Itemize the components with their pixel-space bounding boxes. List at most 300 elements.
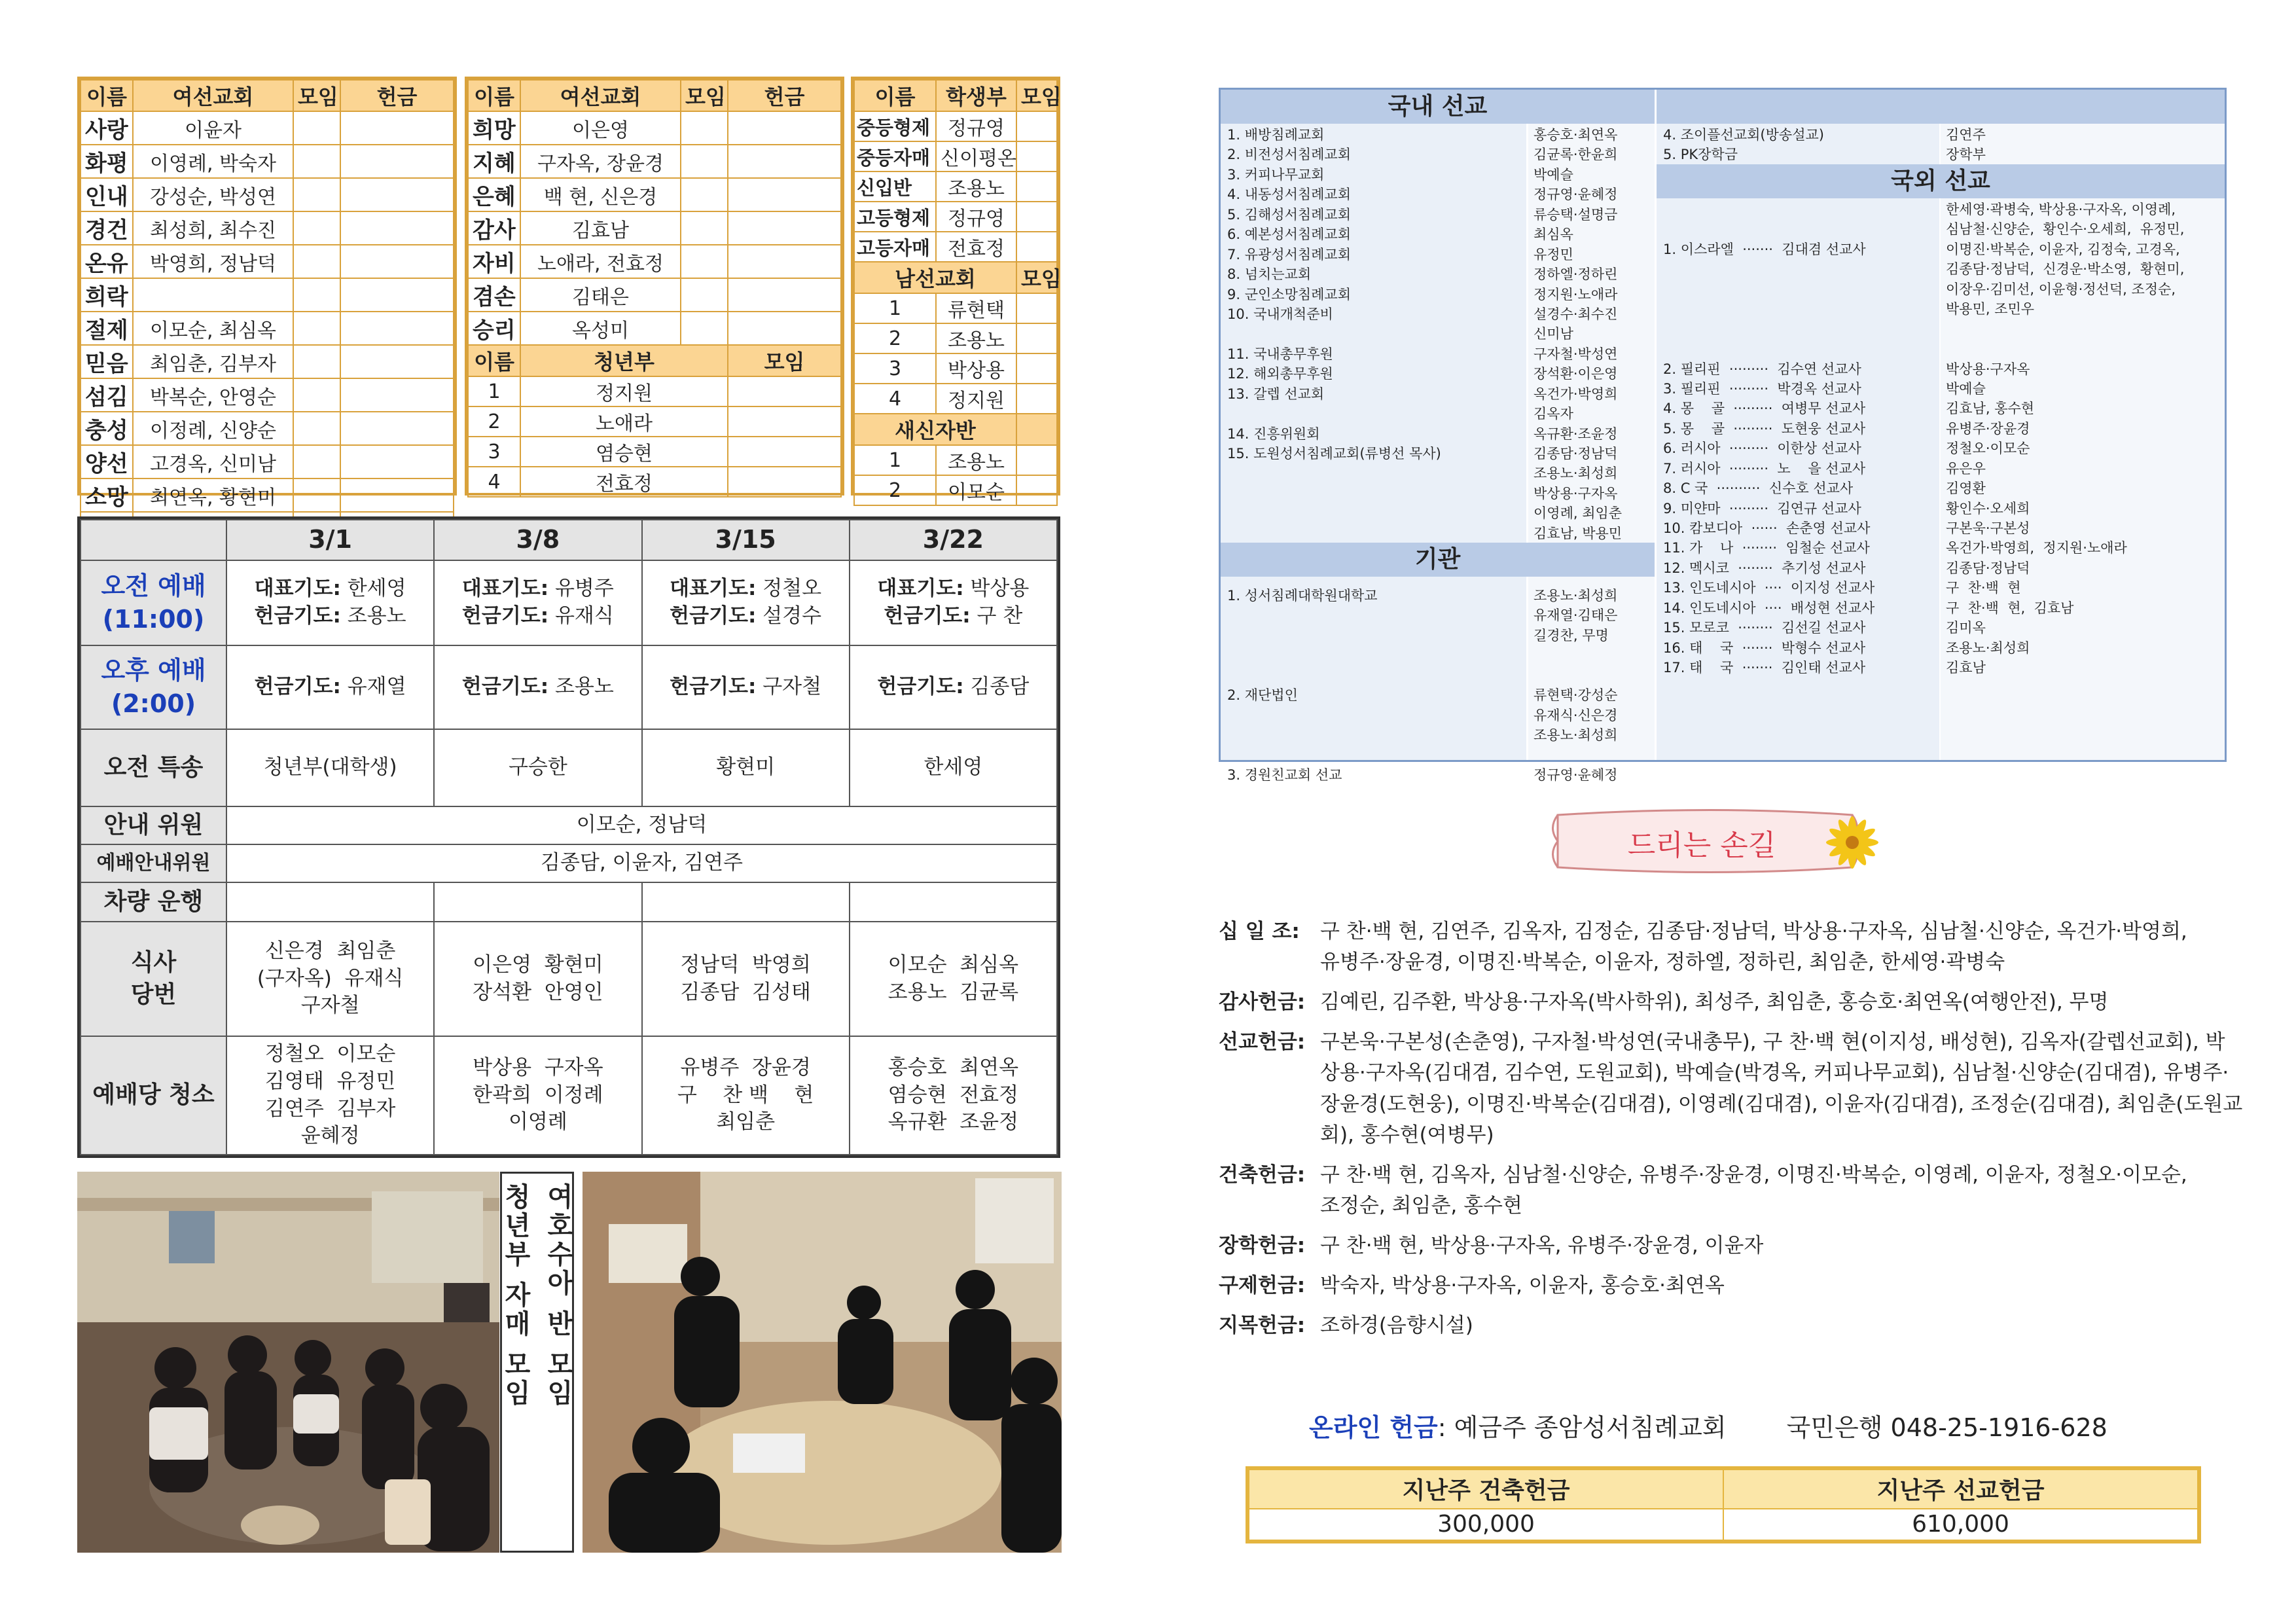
attendance-cell [293, 478, 340, 512]
offering-type: 건축헌금: [1219, 1163, 1306, 1187]
attendance-cell [293, 245, 340, 278]
member: 조용노 [936, 171, 1016, 202]
group-name: 섬김 [81, 378, 133, 412]
col-header: 이름 [81, 80, 133, 111]
members: 이은영 [520, 111, 681, 145]
row-time: (2:00) [111, 689, 196, 718]
givers-line: 박숙자, 박상용·구자옥, 이윤자, 홍승호·최연옥 [1320, 1274, 1725, 1298]
attendance-cell [293, 445, 340, 478]
members: 김태은 [520, 278, 681, 312]
offering-type: 십 일 조: [1219, 920, 1300, 943]
member: 이모순 [936, 475, 1016, 505]
offering-prayer-label: 헌금기도: [670, 675, 757, 699]
car-cell [642, 882, 850, 922]
domestic-mission-header: 국내 선교 [1221, 90, 1655, 124]
banner-title: 드리는 손길 [1627, 829, 1776, 862]
givers-line: 구 찬·백 현, 박상용·구자옥, 유병주·장윤경, 이윤자 [1320, 1233, 1764, 1257]
attendance-cell [1016, 232, 1057, 262]
meal-duty-line: 김종담 김성태 [680, 980, 811, 1004]
cleaning-duty-line: 김영태 유정민 [264, 1069, 396, 1093]
table-row [854, 111, 1057, 141]
offering-type: 지목헌금: [1219, 1314, 1306, 1338]
offering-row [1219, 1310, 2227, 1341]
members: 최성희, 최수진 [133, 211, 293, 245]
attendance-cell [1016, 202, 1057, 232]
offering-cell [728, 245, 841, 278]
offering-givers [1320, 1271, 2227, 1301]
members: 이영례, 박숙자 [133, 145, 293, 178]
group-name: 지혜 [468, 145, 520, 178]
rep-prayer-label: 대표기도: [877, 577, 964, 601]
col-header: 새신자반 [854, 414, 1016, 445]
meal-duty-line: 장석환 안영인 [473, 980, 603, 1004]
offering-cell [340, 145, 454, 178]
row-number: 1 [468, 376, 520, 406]
offering-prayer-name: 구자철 [762, 675, 822, 699]
group-name: 절제 [81, 312, 133, 345]
members: 김효남 [520, 211, 681, 245]
offering-givers [1320, 1160, 2227, 1221]
last-week-totals [1246, 1466, 2201, 1543]
institution-list: 1. 성서침례대학원대학교 2. 재단법인 3. 경원친교회 선교 [1221, 577, 1526, 760]
student-group-table [851, 77, 1062, 504]
table-row [854, 353, 1057, 384]
offering-givers [1320, 916, 2227, 978]
attendance-cell [293, 278, 340, 312]
table-row [81, 211, 454, 245]
photo-caption [500, 1172, 574, 1553]
member: 조용노 [936, 323, 1016, 353]
cleaning-cell [434, 1036, 641, 1155]
meal-cell [850, 922, 1057, 1036]
members: 이윤자 [133, 111, 293, 145]
col-header: 모임 [681, 80, 728, 111]
members: 최연옥, 황현미 [133, 478, 293, 512]
special-cell: 한세영 [850, 729, 1057, 806]
women-mission-table-2 [465, 77, 844, 496]
table-row [468, 437, 841, 467]
offering-prayer-name: 조용노 [347, 604, 406, 628]
attendance-cell [681, 278, 728, 312]
attendance-cell [681, 211, 728, 245]
cleaning-duty-line: 염승현 전효정 [888, 1083, 1019, 1107]
table-row [81, 378, 454, 412]
offering-prayer-label: 헌금기도: [461, 675, 549, 699]
afternoon-cell [434, 645, 641, 729]
table-row [81, 145, 454, 178]
col-header: 학생부 [936, 80, 1016, 111]
col-header: 헌금 [340, 80, 454, 111]
table-row [468, 178, 841, 211]
attendance-cell [1016, 111, 1057, 141]
cleaning-duty-line: 이영례 [508, 1110, 567, 1134]
foreign-mission-list: 1. 이스라엘 ······· 김대겸 선교사 2. 필리핀 ········· 김수연 선교사 3. 필리핀 ········· 박경옥 선교사 4. 몽 골 ········· 여병무 선교사 5. 몽 골 ········· 도현웅 선교사 6. 러시아 ········· 이한상 선교사 7. 러시아 ········· 노 을 선교사 8. C 국 ·········· 신수호 선교사 9. 미얀마 ········· 김연규 선교사 10. 캄보디아 ······ 손춘영 선교사 11. 가 나 ········ 임철순 선교사 12. 멕시코 ········ 추기성 선교사 13. 인도네시아 ···· 이지성 선교사 14. 인도네시아 ···· 배성현 선교사 15. 모로코 ········ 김선길 선교사 16. 태 국 ······· 박형수 선교사 17. 태 국 ······· 김인태 선교사 [1657, 198, 1939, 760]
col-header: 이름 [468, 345, 520, 376]
member: 전효정 [936, 232, 1016, 262]
col-header: 모임 [728, 345, 841, 376]
morning-cell [850, 560, 1057, 645]
group-name: 신입반 [854, 171, 936, 202]
offering-cell [340, 478, 454, 512]
attendance-cell [293, 345, 340, 378]
group-name: 믿음 [81, 345, 133, 378]
online-offering [1309, 1407, 2225, 1443]
offering-row [1219, 1231, 2227, 1261]
guide-label: 안내 위원 [81, 806, 226, 844]
group-name: 인내 [81, 178, 133, 211]
morning-cell [226, 560, 434, 645]
domestic-supporters-2: 김연주 장학부 [1941, 124, 2225, 164]
attendance-cell [293, 211, 340, 245]
rep-prayer-label: 대표기도: [670, 577, 757, 601]
col-header: 이름 [468, 80, 520, 111]
attendance-cell [293, 378, 340, 412]
mission-support-table [1219, 88, 2227, 783]
meal-duty-line: 조용노 김균록 [888, 980, 1019, 1004]
row-number: 4 [468, 467, 520, 497]
prayer-line [435, 603, 641, 630]
table-row [854, 293, 1057, 323]
offering-cell [340, 178, 454, 211]
col-header: 여선교회 [520, 80, 681, 111]
offering-type: 감사헌금: [1219, 990, 1306, 1015]
morning-cell [642, 560, 850, 645]
domestic-mission-list: 1. 배방침례교회 2. 비전성서침례교회 3. 커피나무교회 4. 내동성서침례교회 5. 김해성서침례교회 6. 예본성서침례교회 7. 유광성서침례교회 8. 넘치는교회 9. 군인소망침례교회 10. 국내개척준비 11. 국내총무후원 12. 해외총무후원 13. 갈렙 선교회 14. 진흥위원회 15. 도원성서침례교회(류병선 목사) [1221, 124, 1526, 577]
table-row [81, 445, 454, 478]
row-number: 3 [468, 437, 520, 467]
date-header: 3/1 [226, 520, 434, 560]
group-name: 고등형제 [854, 202, 936, 232]
car-cell [434, 882, 641, 922]
attendance-cell [681, 312, 728, 345]
table-row [468, 376, 841, 406]
row-label: 당번 [130, 981, 177, 1008]
table-row [81, 111, 454, 145]
meal-duty-line: 정남덕 박영희 [680, 952, 811, 977]
member: 박상용 [936, 353, 1016, 384]
members: 박복순, 안영순 [133, 378, 293, 412]
online-label: 온라인 헌금 [1309, 1413, 1438, 1442]
row-label: 오후 예배 [101, 655, 206, 685]
givers-line: 구 찬·백 현, 김옥자, 심남철·신양순, 유병주·장윤경, 이명진·박복순, 이영례, 이윤자, 정철오·이모순, [1320, 1163, 2187, 1187]
attendance-cell [681, 178, 728, 211]
group-name: 감사 [468, 211, 520, 245]
date-header: 3/15 [642, 520, 850, 560]
table-row [81, 412, 454, 445]
offering-cell [728, 145, 841, 178]
attendance-cell [293, 145, 340, 178]
row-label: 식사 [130, 948, 177, 976]
givers-line: 구 찬·백 현, 김연주, 김옥자, 김정순, 김종담·정남덕, 박상용·구자옥, 심남철·신양순, 옥건가·박영희, [1320, 920, 2187, 943]
attendance-cell [728, 376, 841, 406]
table-row [81, 278, 454, 312]
table-row [468, 145, 841, 178]
offering-prayer-name: 유재열 [347, 675, 406, 699]
member: 정지원 [936, 384, 1016, 414]
special-song-label: 오전 특송 [81, 729, 226, 806]
group-name: 양선 [81, 445, 133, 478]
cleaning-duty-line: 김연주 김부자 [264, 1096, 396, 1121]
offering-prayer-label: 헌금기도: [877, 675, 964, 699]
cleaning-duty-line: 최임춘 [716, 1110, 776, 1134]
prayer-line [850, 603, 1056, 630]
offering-cell [728, 312, 841, 345]
offering-cell [340, 345, 454, 378]
row-label: 오전 예배 [101, 571, 206, 600]
meal-cell [434, 922, 641, 1036]
offering-prayer-name: 구 찬 [977, 604, 1023, 628]
group-name: 중등형제 [854, 111, 936, 141]
table-row [468, 467, 841, 497]
members: 옥성미 [520, 312, 681, 345]
attendance-cell [1016, 171, 1057, 202]
givers-line: 장윤경(도현웅), 이명진·박복순(김대겸), 이영례(김대겸), 이윤자(김대겸), 조정순(김대겸), 최임춘(도원교 [1320, 1092, 2243, 1116]
morning-cell [434, 560, 641, 645]
table-row [468, 111, 841, 145]
attendance-cell [293, 178, 340, 211]
meal-duty-line: (구자옥) 유재식 [257, 966, 404, 990]
row-number: 3 [854, 353, 936, 384]
attendance-cell [1016, 384, 1057, 414]
table-row [854, 171, 1057, 202]
givers-line: 김예린, 김주환, 박상용·구자옥(박사학위), 최성주, 최임춘, 홍승호·최연옥(여행안전), 무명 [1320, 990, 2109, 1015]
table-row [854, 141, 1057, 171]
offering-prayer-label: 헌금기도: [254, 675, 341, 699]
member: 정규영 [936, 111, 1016, 141]
members: 박영희, 정남덕 [133, 245, 293, 278]
col-header: 청년부 [520, 345, 728, 376]
offering-type: 구제헌금: [1219, 1274, 1306, 1298]
cleaning-cell [226, 1036, 434, 1155]
member: 신이평온 [936, 141, 1016, 171]
youth-sisters-photo [77, 1172, 499, 1553]
col-header: 헌금 [728, 80, 841, 111]
meal-cell [642, 922, 850, 1036]
offering-givers [1320, 1027, 2242, 1150]
attendance-cell [681, 145, 728, 178]
member: 정규영 [936, 202, 1016, 232]
members: 이정례, 신양순 [133, 412, 293, 445]
row-number: 2 [468, 406, 520, 437]
caption-youth: 청년부 자매 모임 [500, 1183, 531, 1408]
domestic-supporters: 홍승호·최연옥 김균록·한윤희 박예슬 정규영·윤혜정 류승택·설명금 최심옥 유정민 정하엘·정하린 정지원·노애라 설경수·최수진 신미남 구자철·박성연 장석환·이은영 옥건가·박영희 김옥자 옥규환·조윤정 김종담·정남덕 조용노·최성희 박상용·구자옥 이영례, 최임춘 김효남, 박용민 [1528, 124, 1655, 577]
givers-line: 유병주·장윤경, 이명진·박복순, 이윤자, 정하엘, 정하린, 최임춘, 한세영·곽병숙 [1320, 950, 2005, 975]
member: 전효정 [520, 467, 728, 497]
offering-row [1219, 1027, 2243, 1150]
rep-prayer-name: 유병주 [554, 577, 614, 601]
attendance-cell [728, 437, 841, 467]
usher-cell: 김종담, 이윤자, 김연주 [226, 844, 1057, 882]
meal-duty-line: 이은영 황현미 [473, 952, 603, 977]
prayer-line [643, 575, 849, 603]
rep-prayer-label: 대표기도: [254, 577, 341, 601]
group-name: 충성 [81, 412, 133, 445]
offering-cell [340, 111, 454, 145]
group-name: 겸손 [468, 278, 520, 312]
offering-prayer-label: 헌금기도: [670, 604, 757, 628]
cleaning-duty-line: 홍승호 최연옥 [888, 1055, 1019, 1079]
rep-prayer-name: 한세영 [347, 577, 406, 601]
attendance-cell [293, 111, 340, 145]
cleaning-duty-line: 정철오 이모순 [264, 1041, 396, 1066]
col-header: 이름 [854, 80, 936, 111]
attendance-cell [1016, 323, 1057, 353]
bank-account: 국민은행 048-25-1916-628 [1786, 1413, 2108, 1442]
offering-cell [340, 445, 454, 478]
group-name: 은혜 [468, 178, 520, 211]
members [133, 278, 293, 312]
offering-prayer-name: 유재식 [554, 604, 614, 628]
offering-row [1219, 916, 2227, 978]
attendance-cell [728, 406, 841, 437]
online-account-holder: : 예금주 종암성서침례교회 [1437, 1413, 1727, 1442]
offering-cell [340, 278, 454, 312]
offering-cell [340, 378, 454, 412]
group-name: 승리 [468, 312, 520, 345]
members: 강성순, 박성연 [133, 178, 293, 211]
group-name: 경건 [81, 211, 133, 245]
givers-line: 조정순, 최임춘, 홍수현 [1320, 1193, 1522, 1218]
offering-row [1219, 1160, 2227, 1221]
special-cell: 청년부(대학생) [226, 729, 434, 806]
col-header: 모임 [1016, 262, 1057, 293]
offering-banner [1545, 802, 1885, 884]
attendance-cell [293, 312, 340, 345]
prayer-line [227, 575, 433, 603]
meal-duty-line: 구자철 [300, 994, 360, 1018]
table-row [81, 478, 454, 512]
foreign-supporters: 한세영·곽병숙, 박상용·구자옥, 이영례, 심남철·신양순, 황인수·오세희, 유정민, 이명진·박복순, 이윤자, 김정숙, 고경옥, 김종담·정남덕, 신경운·박소영, 황현미, 이장우·김미선, 이윤형·정선덕, 조정순, 박용민, 조민우 박상용·구자옥 박예슬 김효남, 홍수현 유병주·장윤경 정철오·이모순 유은우 김영환 황인수·오세희 구본욱·구본성 옥건가·박영희, 정지원·노애라 김종담·정남덕 구 찬·백 현 구 찬·백 현, 김효남 김미옥 조용노·최성희 김효남 [1941, 198, 2225, 760]
table-row [854, 232, 1057, 262]
afternoon-service-label [81, 645, 226, 729]
group-name: 고등자매 [854, 232, 936, 262]
member: 노애라 [520, 406, 728, 437]
offering-row [1219, 987, 2227, 1018]
members: 백 현, 신은경 [520, 178, 681, 211]
prayer-line [850, 575, 1056, 603]
prayer-line [227, 603, 433, 630]
col-header: 남선교회 [854, 262, 1016, 293]
offering-row [1219, 1271, 2227, 1301]
cleaning-cell [642, 1036, 850, 1155]
attendance-cell [1016, 475, 1057, 505]
offering-cell [728, 211, 841, 245]
col-header-empty [1016, 414, 1057, 445]
offering-prayer-label: 헌금기도: [254, 604, 341, 628]
offering-cell [340, 245, 454, 278]
givers-line: 조하경(음향시설) [1320, 1314, 1473, 1338]
attendance-cell [1016, 353, 1057, 384]
table-row [854, 202, 1057, 232]
car-label: 차량 운행 [81, 882, 226, 922]
afternoon-cell [850, 645, 1057, 729]
offering-givers [1320, 1310, 2227, 1341]
offering-cell [728, 178, 841, 211]
cleaning-cell [850, 1036, 1057, 1155]
foreign-mission-header: 국외 선교 [1657, 164, 2225, 198]
meal-cell [226, 922, 434, 1036]
caption-joshua: 여호수아 반 모임 [543, 1183, 573, 1408]
offering-prayer-name: 조용노 [554, 675, 614, 699]
row-number: 2 [854, 323, 936, 353]
institution-header: 기관 [1221, 543, 1655, 577]
cleaning-duty-line: 구 찬 백 현 [677, 1083, 814, 1107]
members: 고경옥, 신미남 [133, 445, 293, 478]
morning-service-label [81, 560, 226, 645]
guide-cell: 이모순, 정남덕 [226, 806, 1057, 844]
building-total: 300,000 [1249, 1509, 1723, 1540]
offering-type: 선교헌금: [1219, 1030, 1306, 1055]
offering-prayer-name: 설경수 [762, 604, 822, 628]
givers-line: 구본욱·구본성(손춘영), 구자철·박성연(국내총무), 구 찬·백 현(이지성, 배성현), 김옥자(갈렙선교회), 박 [1320, 1030, 2225, 1055]
offering-givers [1320, 987, 2227, 1018]
member: 류현택 [936, 293, 1016, 323]
special-cell: 구승한 [434, 729, 641, 806]
attendance-cell [1016, 293, 1057, 323]
meal-duty-line: 이모순 최심옥 [888, 952, 1019, 977]
group-name: 희망 [468, 111, 520, 145]
date-header: 3/8 [434, 520, 641, 560]
prayer-line [643, 603, 849, 630]
row-number: 2 [854, 475, 936, 505]
attendance-cell [293, 412, 340, 445]
service-schedule-table [77, 516, 1060, 1158]
col-header: 모임 [1016, 80, 1057, 111]
building-total-header: 지난주 건축헌금 [1249, 1470, 1723, 1509]
cleaning-label: 예배당 청소 [81, 1036, 226, 1155]
givers-line: 회), 홍수현(여병무) [1320, 1123, 1494, 1147]
attendance-cell [1016, 141, 1057, 171]
offerings-list [1219, 916, 2243, 1348]
offering-type: 장학헌금: [1219, 1233, 1306, 1257]
row-number: 1 [854, 445, 936, 475]
afternoon-cell [226, 645, 434, 729]
mission-total-header: 지난주 선교헌금 [1723, 1470, 2198, 1509]
women-mission-table-1 [77, 77, 457, 511]
offering-cell [340, 312, 454, 345]
institution-supporters: 조용노·최성희 유재열·김태은 길경찬, 무명 류현택·강성순 유재식·신은경 조용노·최성희 정규영·윤혜정 [1528, 577, 1655, 760]
group-name: 희락 [81, 278, 133, 312]
row-number: 4 [854, 384, 936, 414]
cleaning-duty-line: 박상용 구자옥 [473, 1055, 603, 1079]
table-row [854, 384, 1057, 414]
date-header: 3/22 [850, 520, 1057, 560]
offering-prayer-label: 헌금기도: [884, 604, 971, 628]
rep-prayer-name: 정철오 [762, 577, 822, 601]
member: 조용노 [936, 445, 1016, 475]
car-cell [850, 882, 1057, 922]
table-row [468, 406, 841, 437]
member: 염승현 [520, 437, 728, 467]
corner-cell [81, 520, 226, 560]
joshua-class-photo [583, 1172, 1062, 1553]
members: 최임춘, 김부자 [133, 345, 293, 378]
row-time: (11:00) [102, 605, 205, 634]
group-name: 소망 [81, 478, 133, 512]
attendance-cell [681, 245, 728, 278]
cleaning-duty-line: 옥규환 조윤정 [888, 1110, 1019, 1134]
mission-total: 610,000 [1723, 1509, 2198, 1540]
offering-prayer-label: 헌금기도: [461, 604, 549, 628]
group-name: 자비 [468, 245, 520, 278]
table-row [81, 312, 454, 345]
col-header: 여선교회 [133, 80, 293, 111]
attendance-cell [681, 111, 728, 145]
givers-line: 상용·구자옥(김대겸, 김수연, 도원교회), 박예슬(박경옥, 커피나무교회), 심남철·신양순(김대겸), 유병주· [1320, 1061, 2229, 1085]
rep-prayer-label: 대표기도: [461, 577, 549, 601]
members: 이모순, 최심옥 [133, 312, 293, 345]
cleaning-duty-line: 윤혜정 [300, 1124, 360, 1148]
